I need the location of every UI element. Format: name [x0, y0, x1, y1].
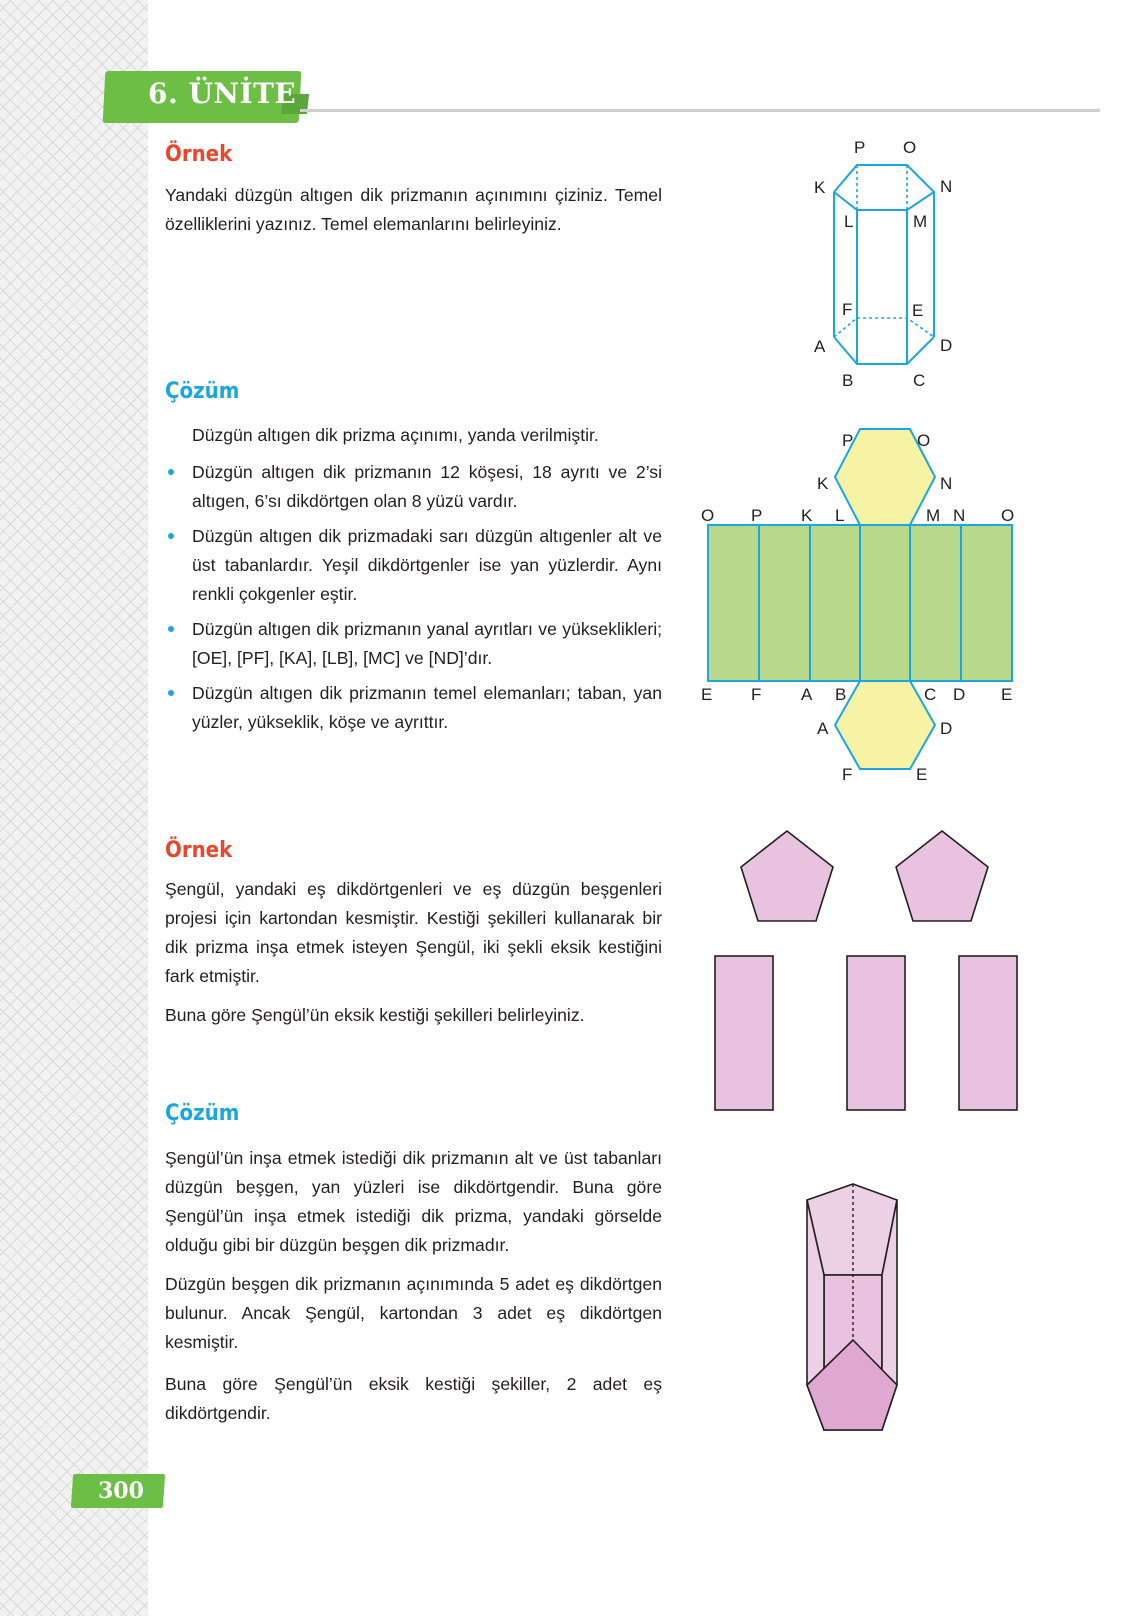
side-rectangle	[810, 525, 860, 681]
vertex-label: E	[916, 765, 928, 784]
vertex-label: P	[854, 138, 866, 157]
page-number: 300	[98, 1478, 144, 1504]
side-rectangle	[961, 525, 1012, 681]
vertex-label: A	[801, 685, 813, 704]
vertex-label: K	[817, 474, 829, 493]
vertex-label: F	[842, 300, 853, 319]
vertex-label: B	[835, 685, 847, 704]
pentagon-piece	[896, 831, 988, 921]
vertex-label: P	[751, 506, 763, 525]
vertex-label: D	[940, 336, 953, 355]
bullet-item: Düzgün altıgen dik prizmadaki sarı düzgün altıgenler alt ve üst tabanlardır. Yeşil dikdörtgenler ise yan yüzlerdir. Aynı renkli çokgenler eştir.	[165, 522, 662, 609]
side-rectangle	[759, 525, 810, 681]
vertex-label: B	[842, 371, 854, 390]
rectangle-piece	[715, 956, 773, 1110]
cut-pieces-figure	[705, 825, 1035, 1115]
vertex-label: M	[913, 212, 928, 231]
unit-title: 6. ÜNİTE	[148, 77, 297, 110]
vertex-label: D	[953, 685, 966, 704]
example-heading-2: Örnek	[165, 838, 233, 863]
bullet-item: Düzgün altıgen dik prizmanın yanal ayrıtları ve yükseklikleri; [OE], [PF], [KA], [LB], [MC] ve [ND]’dır.	[165, 615, 662, 673]
vertex-label: M	[926, 506, 941, 525]
vertex-label: O	[1001, 506, 1015, 525]
vertex-label: O	[903, 138, 917, 157]
rectangle-piece	[847, 956, 905, 1110]
vertex-label: N	[953, 506, 966, 525]
bottom-hexagon	[835, 681, 935, 769]
vertex-label: E	[912, 301, 924, 320]
vertex-label: C	[913, 371, 926, 390]
vertex-label: O	[917, 431, 931, 450]
vertex-label: C	[924, 685, 937, 704]
hexagonal-prism-figure	[800, 130, 970, 395]
vertex-label: D	[940, 719, 953, 738]
rectangle-piece	[959, 956, 1017, 1110]
prism-edges	[834, 165, 934, 364]
vertex-label: F	[842, 765, 853, 784]
side-faces	[708, 525, 1012, 681]
pentagonal-prism-figure	[800, 1180, 935, 1440]
solution-heading-2: Çözüm	[165, 1101, 240, 1126]
example-2-text: Şengül, yandaki eş dikdörtgenleri ve eş düzgün beşgenleri projesi için kartondan kesmiştir. Kestiği şekilleri kullanarak bir dik prizma inşa etmek isteyen Şengül, iki şekli eksik kestiğini fark etmiştir.	[165, 879, 662, 986]
vertex-label: L	[835, 506, 845, 525]
bullet-item: Düzgün altıgen dik prizmanın 12 köşesi, 18 ayrıtı ve 2’si altıgen, 6’sı dikdörtgen olan 8 yüzü vardır.	[165, 458, 662, 516]
example-2-question: Buna göre Şengül’ün eksik kestiği şekilleri belirleyiniz.	[165, 1005, 585, 1025]
vertex-label: O	[701, 506, 715, 525]
solution-heading-1: Çözüm	[165, 379, 240, 404]
vertex-label: E	[1001, 685, 1013, 704]
vertex-label: A	[814, 337, 826, 356]
solution-1-bullets	[165, 458, 662, 743]
solution-2-paragraph-2: Düzgün beşgen dik prizmanın açınımında 5 adet eş dikdörtgen bulunur. Ancak Şengül, kartondan 3 adet eş dikdörtgen kesmiştir.	[165, 1274, 662, 1352]
example-heading-1: Örnek	[165, 142, 233, 167]
vertex-label: F	[751, 685, 762, 704]
side-rectangle	[910, 525, 961, 681]
vertex-label: L	[844, 212, 854, 231]
header-rule	[300, 109, 1100, 112]
solution-1-intro: Düzgün altıgen dik prizma açınımı, yanda verilmiştir.	[192, 425, 599, 445]
vertex-label: K	[814, 178, 826, 197]
hexagonal-prism-net	[695, 425, 1025, 785]
vertex-label: K	[801, 506, 813, 525]
vertex-label: P	[842, 431, 854, 450]
bullet-item: Düzgün altıgen dik prizmanın temel elemanları; taban, yan yüzler, yükseklik, köşe ve ayrıttır.	[165, 679, 662, 737]
vertex-label: N	[940, 474, 953, 493]
example-1-text: Yandaki düzgün altıgen dik prizmanın açınımını çiziniz. Temel özelliklerini yazınız. Temel elemanlarını belirleyiniz.	[165, 185, 662, 234]
solution-2-paragraph-3: Buna göre Şengül’ün eksik kestiği şekiller, 2 adet eş dikdörtgendir.	[165, 1374, 662, 1423]
side-rectangle	[860, 525, 910, 681]
margin-pattern	[0, 0, 148, 1616]
side-rectangle	[708, 525, 759, 681]
pentagon-piece	[741, 831, 833, 921]
vertex-label: N	[940, 177, 953, 196]
vertex-label: E	[701, 685, 713, 704]
vertex-label: A	[817, 719, 829, 738]
solution-2-paragraph-1: Şengül’ün inşa etmek istediği dik prizmanın alt ve üst tabanları düzgün beşgen, yan yüzleri ise dikdörtgendir. Buna göre Şengül’ün inşa etmek istediği dik prizma, yandaki görselde olduğu gibi bir düzgün beşgen dik prizmadır.	[165, 1148, 662, 1255]
